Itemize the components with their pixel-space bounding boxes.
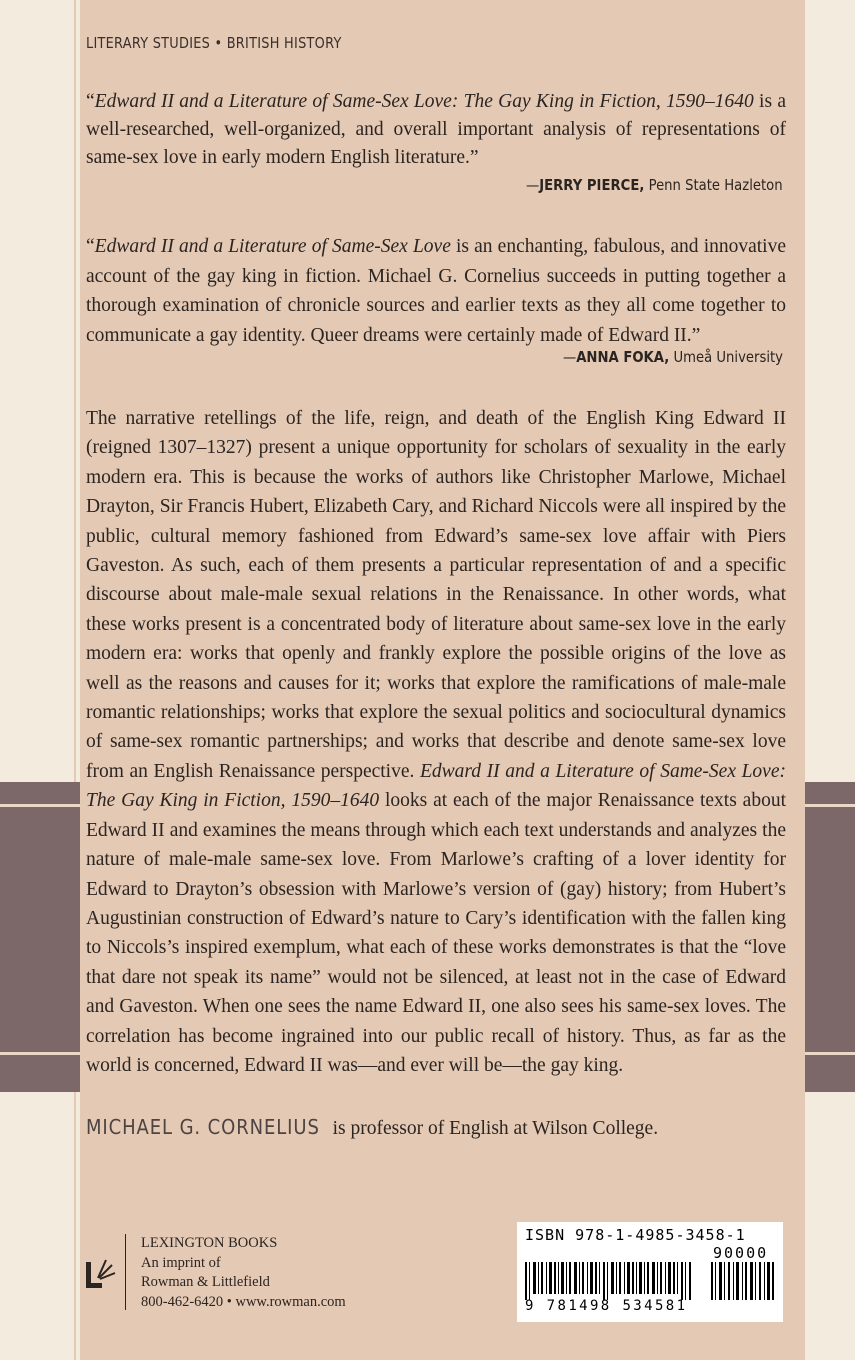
- publisher-divider: [125, 1234, 126, 1310]
- barcode-digits: 9 781498 534581: [525, 1298, 688, 1314]
- publisher-imprint: An imprint of: [141, 1254, 221, 1271]
- reviewer-name: JERRY PIERCE,: [539, 176, 645, 194]
- isbn-label: ISBN 978-1-4985-3458-1: [525, 1226, 746, 1244]
- quote-open: “: [86, 236, 95, 257]
- band-stripe: [0, 804, 80, 807]
- publisher-contact: 800-462-6420 • www.rowman.com: [141, 1293, 346, 1310]
- quote-text: is an enchanting, fabulous, and innovative account of the gay king in fiction. Michael G. Cornelius succeeds in putting together a thorough examination of chronicle sources and earlier texts as they all come together to communicate a gay identity. Queer dreams were certainly made of Edward II.”: [86, 236, 787, 346]
- left-band: [0, 782, 80, 1092]
- publisher-info: [141, 1234, 346, 1312]
- publisher-logo-icon: [86, 1256, 116, 1288]
- quote-open: “: [86, 91, 95, 112]
- book-description: The narrative retellings of the life, reign, and death of the English King Edward II (reigned 1307–1327) present a unique opportunity for scholars of sexuality in the early modern era. This is because the works of authors like Christopher Marlowe, Michael Drayton, Sir Francis Hubert, Elizabeth Cary, and Richard Niccols were all inspired by the public, cultural memory fashioned from Edward’s same-sex love affair with Piers Gaveston. As such, each of them presents a particular representation of and a specific discourse about male-male sexual relations in the Renaissance. In other words, what these works present is a concentrated body of literature about same-sex love in the early modern era: works that openly and frankly explore the possible origins of the love as well as the reasons and causes for it; works that explore the ramifications of male-male romantic relationships; works that explore the sexual politics and sociocultural dynamics of same-sex romantic partnerships; and works that describe and denote same-sex love from an English Renaissance perspective. Edward II and a Literature of Same-Sex Love: The Gay King in Fiction, 1590–1640 looks at each of the major Renaissance texts about Edward II and examines the means through which each text understands and analyzes the nature of male-male same-sex love. From Marlowe’s crafting of a lover identity for Edward to Drayton’s obsession with Marlowe’s version of (gay) history; from Hubert’s Augustinian construction of Edward’s nature to Cary’s identification with the fallen king to Niccols’s inspired exemplum, what each of these works demonstrates is that the “love that dare not speak its name” would not be silenced, at least not in the case of Edward and Gaveston. When one sees the name Edward II, one also sees his same-sex loves. The correlation has become ingrained into our public recall of history. Thus, as far as the world is concerned, Edward II was—and ever will be—the gay king.: [86, 408, 786, 1076]
- reviewer-affiliation: Umeå University: [669, 348, 783, 366]
- band-stripe: [0, 1052, 80, 1055]
- reviewer-name: ANNA FOKA,: [576, 348, 670, 366]
- price-barcode: [711, 1262, 775, 1300]
- author-bio: [86, 1115, 658, 1140]
- barcode-box: [517, 1222, 783, 1322]
- review-attribution-2: —ANNA FOKA, Umeå University: [563, 348, 783, 366]
- book-title: Edward II and a Literature of Same-Sex Love: The Gay King in Fiction, 1590–1640: [94, 91, 754, 112]
- review-attribution-1: —JERRY PIERCE, Penn State Hazleton: [526, 176, 783, 194]
- book-title: Edward II and a Literature of Same-Sex Love: The Gay King in Fiction, 1590–1640: [86, 760, 786, 812]
- book-title: Edward II and a Literature of Same-Sex Love: [94, 236, 451, 257]
- review-quote-2: [86, 232, 786, 350]
- publisher-name: LEXINGTON BOOKS: [141, 1235, 278, 1251]
- author-bio-text: is professor of English at Wilson College.: [327, 1118, 659, 1139]
- review-quote-1: [86, 88, 786, 172]
- quote-text: is a well-researched, well-organized, and overall important analysis of representations of same-sex love in early modern English literature.”: [86, 91, 786, 168]
- back-cover-panel: [80, 0, 805, 1360]
- publisher-parent: Rowman & Littlefield: [141, 1274, 270, 1290]
- reviewer-affiliation: Penn State Hazleton: [644, 176, 783, 194]
- isbn-barcode: [525, 1262, 695, 1300]
- author-name: MICHAEL G. CORNELIUS: [86, 1115, 320, 1139]
- margin-line: [74, 0, 76, 1360]
- left-margin: [0, 0, 80, 1360]
- category-label: LITERARY STUDIES • BRITISH HISTORY: [86, 34, 342, 52]
- price-code: 90000: [713, 1244, 769, 1262]
